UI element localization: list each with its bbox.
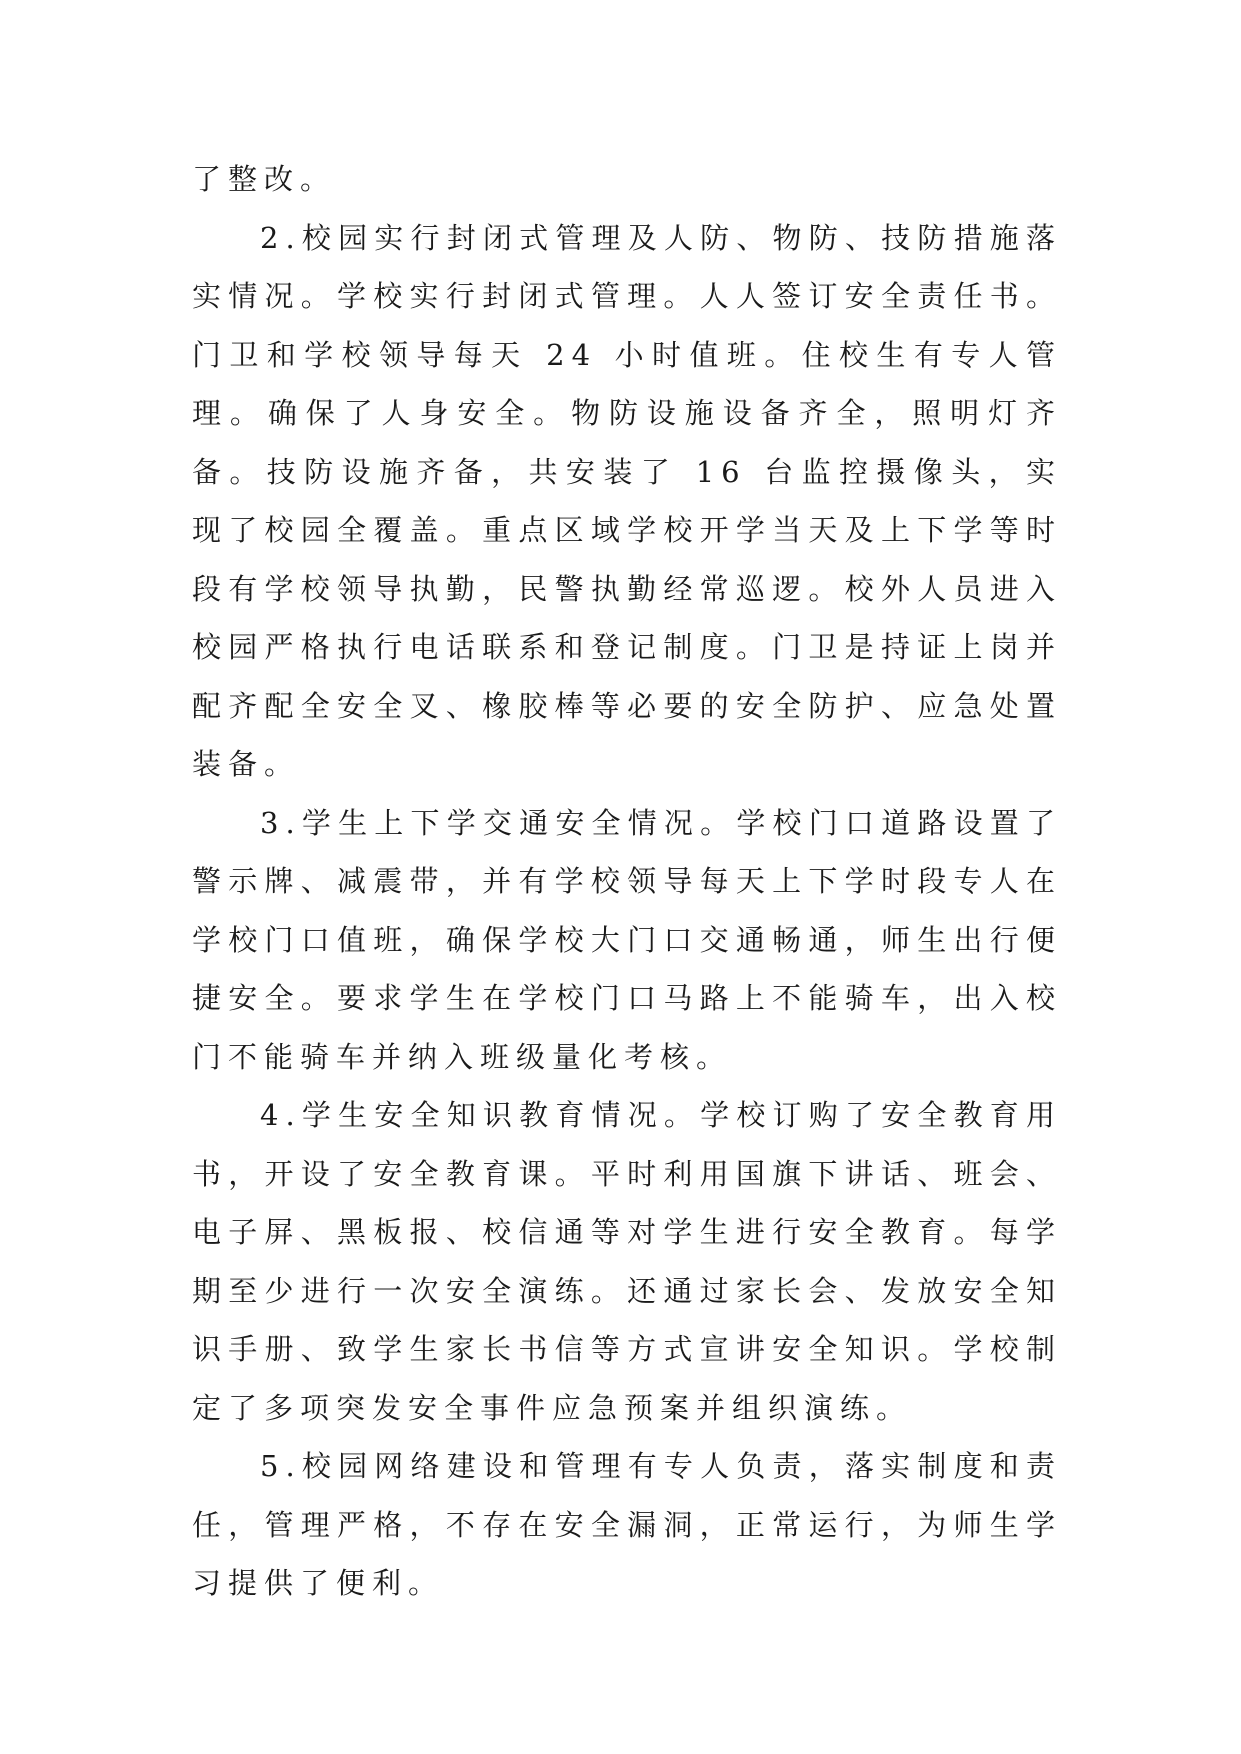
paragraph-continuation: 了整改。 [192,162,337,196]
paragraph-item-3: 3.学生上下学交通安全情况。学校门口道路设置了警示牌、减震带，并有学校领导每天上下学时段专人在学校门口值班，确保学校大门口交通畅通，师生出行便捷安全。要求学生在学校门口马路上不能骑车，出入校门不能骑车并纳入班级量化考核。 [192,805,1062,1074]
paragraph-item-4: 4.学生安全知识教育情况。学校订购了安全教育用书，开设了安全教育课。平时利用国旗下讲话、班会、电子屏、黑板报、校信通等对学生进行安全教育。每学期至少进行一次安全演练。还通过家长会、发放安全知识手册、致学生家长书信等方式宣讲安全知识。学校制定了多项突发安全事件应急预案并组织演练。 [192,1098,1062,1425]
paragraph-item-5: 5.校园网络建设和管理有专人负责，落实制度和责任，管理严格，不存在安全漏洞，正常运行，为师生学习提供了便利。 [192,1449,1062,1600]
document-body [192,150,1062,1613]
paragraph-item-2: 2.校园实行封闭式管理及人防、物防、技防措施落实情况。学校实行封闭式管理。人人签订安全责任书。门卫和学校领导每天 24 小时值班。住校生有专人管理。确保了人身安全。物防设施设备齐全，照明灯齐备。技防设施齐备，共安装了 16 台监控摄像头，实现了校园全覆盖。重点区域学校开学当天及上下学等时段有学校领导执勤，民警执勤经常巡逻。校外人员进入校园严格执行电话联系和登记制度。门卫是持证上岗并配齐配全安全叉、橡胶棒等必要的安全防护、应急处置装备。 [192,220,1062,781]
